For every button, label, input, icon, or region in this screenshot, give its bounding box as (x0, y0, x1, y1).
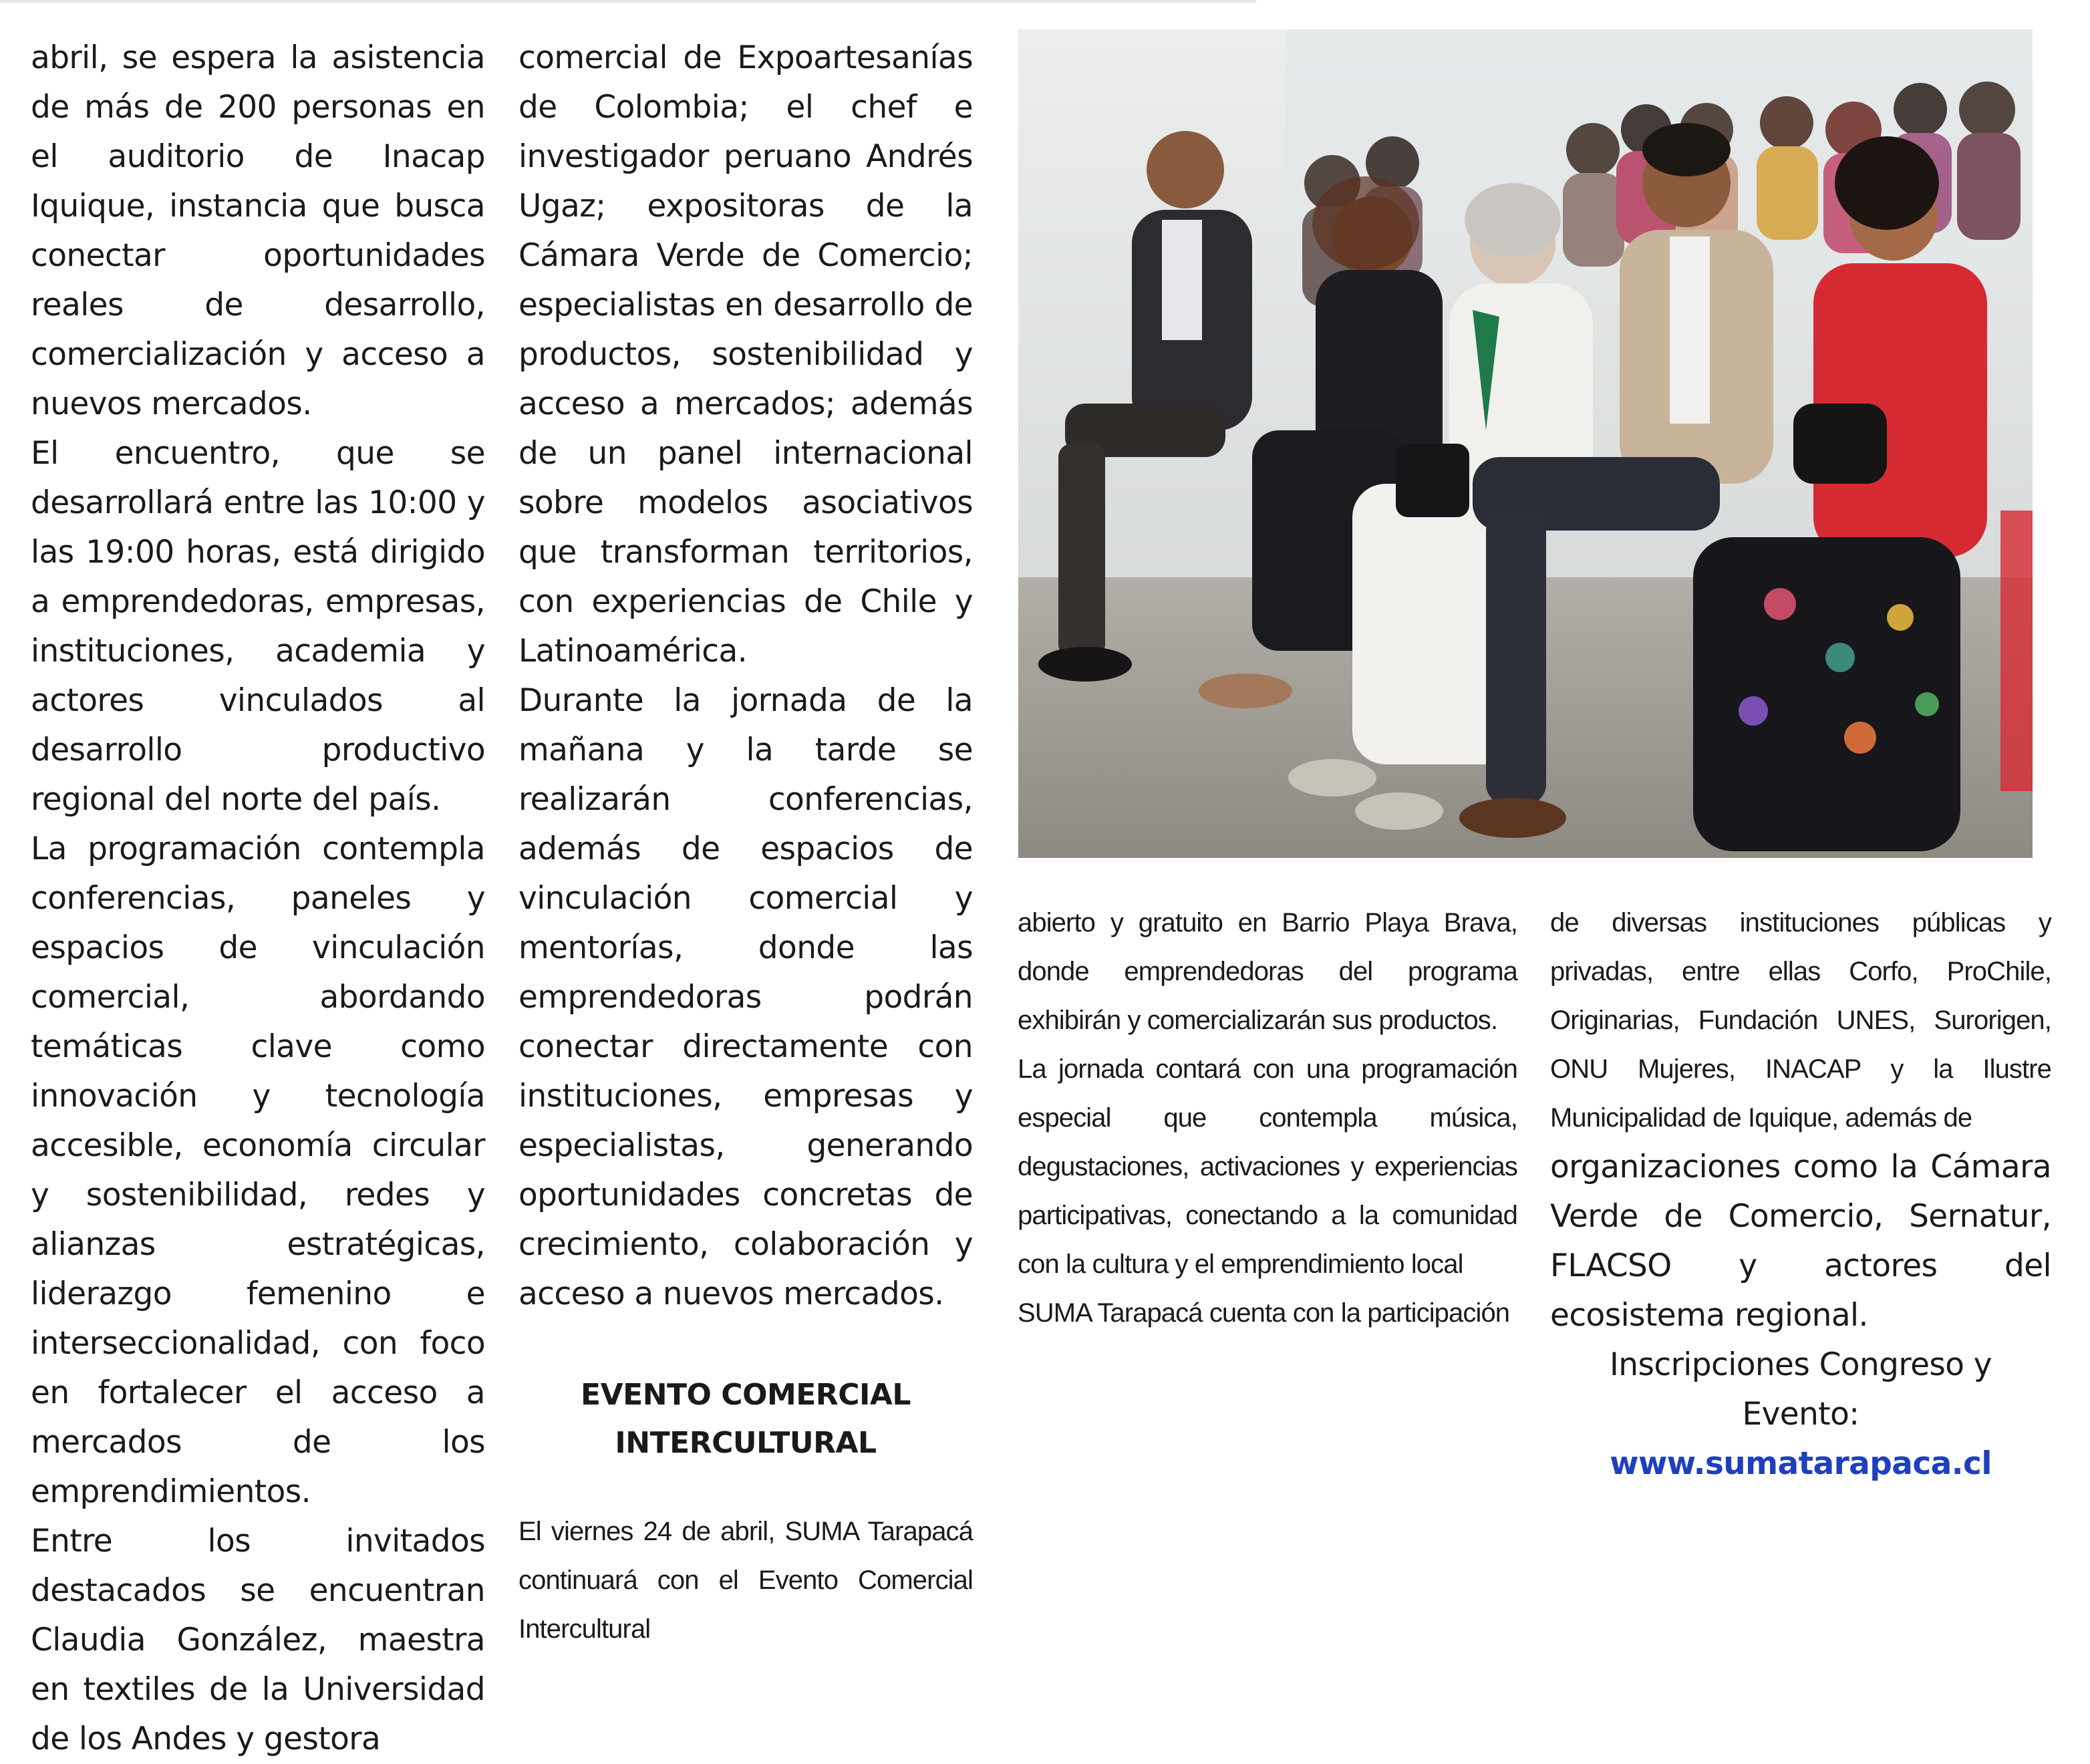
article-column-2 (518, 33, 973, 1654)
section-heading-line-1: EVENTO COMERCIAL (581, 1378, 911, 1412)
article-column-4 (1550, 899, 2051, 1489)
lead-paragraph: El viernes 24 de abril, SUMA Tarapacá continuará con el Evento Comercial Intercultural (518, 1517, 973, 1644)
paragraph: Entre los invitados destacados se encuentran Claudia González, maestra en textiles de la Universidad de los Andes y gestora (31, 1523, 485, 1757)
section-heading-line-2: INTERCULTURAL (615, 1426, 877, 1460)
paragraph: comercial de Expoartesanías de Colombia; el chef e investigador peruano Andrés Ugaz; expositoras de la Cámara Verde de Comercio; especialistas en desarrollo de productos, sostenibilidad y acceso a mercados; además de un panel internacional sobre modelos asociativos que transforman territorios, con experiencias de Chile y Latinoamérica. (518, 39, 973, 670)
paragraph: La programación contempla conferencias, paneles y espacios de vinculación comercial, abordando temáticas clave como innovación y tecnología accesible, economía circular y sostenibilidad, redes y alianzas estratégicas, liderazgo femenino e interseccionalidad, con foco en fortalecer el acceso a mercados de los emprendimientos. (31, 831, 485, 1510)
photo-handbag (1396, 444, 1469, 517)
paragraph: abril, se espera la asistencia de más de 200 personas en el auditorio de Inacap Iquique, instancia que busca conectar oportunidades reales de desarrollo, comercialización y acceso a nuevos mercados. (31, 39, 485, 422)
photo-chair-red (2000, 510, 2033, 791)
event-photo (1018, 29, 2033, 858)
paragraph: La jornada contará con una programación especial que contempla música, degustaciones, activaciones y experiencias participativas, conectando a la comunidad con la cultura y el emprendimiento local (1018, 1054, 1517, 1279)
paragraph: organizaciones como la Cámara Verde de Comercio, Sernatur, FLACSO y actores del ecosistema regional. (1550, 1149, 2051, 1334)
paragraph: de diversas instituciones públicas y privadas, entre ellas Corfo, ProChile, Originarias, Fundación UNES, Surorigen, ONU Mujeres, INACAP y la Ilustre Municipalidad de Iquique, además de (1550, 908, 2051, 1133)
registration-label: Inscripciones Congreso y Evento: (1610, 1346, 1992, 1433)
paragraph: abierto y gratuito en Barrio Playa Brava, donde emprendedoras del programa exhibirán y comercializarán sus productos. (1018, 908, 1517, 1035)
website-link[interactable]: www.sumatarapaca.cl (1610, 1445, 1992, 1482)
paragraph: Durante la jornada de la mañana y la tarde se realizarán conferencias, además de espacios de vinculación comercial y mentorías, donde las emprendedoras podrán conectar directamente con instituciones, empresas y especialistas, generando oportunidades concretas de crecimiento, colaboración y acceso a nuevos mercados. (518, 682, 973, 1312)
top-rule (0, 0, 1256, 3)
article-column-1 (31, 33, 485, 1764)
paragraph: El encuentro, que se desarrollará entre las 10:00 y las 19:00 horas, está dirigido a emprendedoras, empresas, instituciones, academia y actores vinculados al desarrollo productivo regional del norte del país. (31, 435, 485, 818)
paragraph: SUMA Tarapacá cuenta con la participación (1018, 1298, 1510, 1328)
article-column-3 (1018, 899, 1517, 1338)
